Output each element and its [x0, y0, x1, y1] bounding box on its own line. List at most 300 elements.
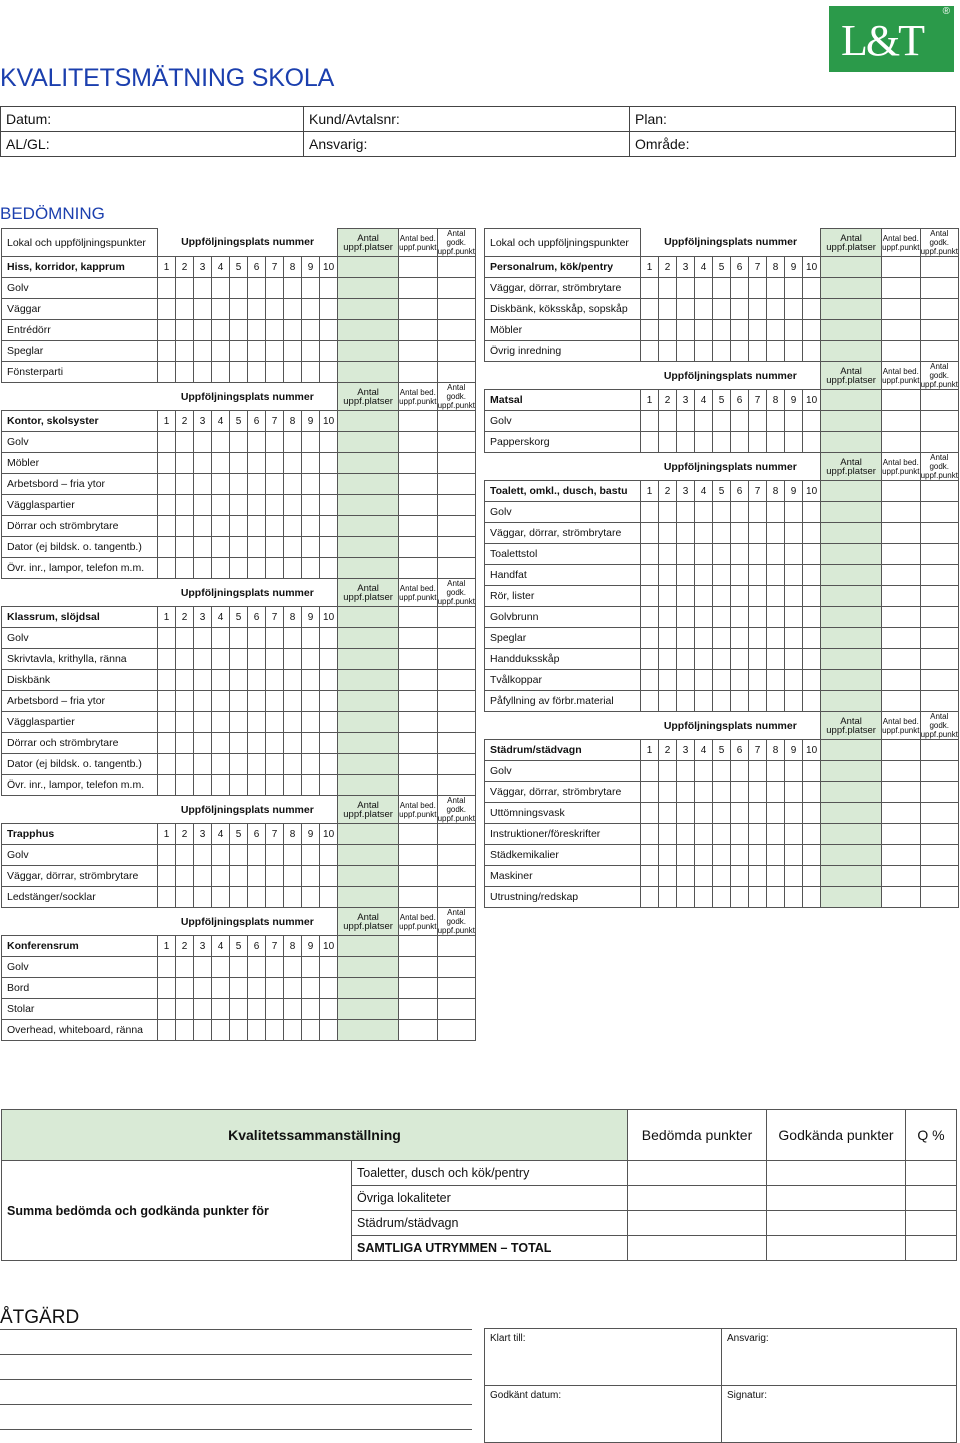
check-cell[interactable] [320, 712, 338, 733]
antal-cell[interactable] [821, 341, 882, 362]
sum-cell[interactable] [628, 1186, 767, 1211]
check-cell[interactable] [677, 691, 695, 712]
check-cell[interactable] [785, 691, 803, 712]
antal-cell[interactable] [338, 775, 399, 796]
check-cell[interactable] [284, 299, 302, 320]
check-cell[interactable] [194, 474, 212, 495]
godk-cell[interactable] [920, 586, 959, 607]
check-cell[interactable] [302, 1020, 320, 1041]
check-cell[interactable] [659, 761, 677, 782]
check-cell[interactable] [767, 649, 785, 670]
bed-cell[interactable] [882, 299, 920, 320]
check-cell[interactable] [659, 565, 677, 586]
check-cell[interactable] [212, 558, 230, 579]
check-cell[interactable] [248, 691, 266, 712]
godkant-datum-field[interactable]: Godkänt datum: [485, 1386, 722, 1443]
bed-cell[interactable] [399, 432, 437, 453]
check-cell[interactable] [158, 712, 176, 733]
check-cell[interactable] [695, 845, 713, 866]
check-cell[interactable] [749, 628, 767, 649]
godk-cell[interactable] [437, 649, 476, 670]
check-cell[interactable] [677, 544, 695, 565]
check-cell[interactable] [803, 502, 821, 523]
check-cell[interactable] [230, 537, 248, 558]
antal-cell[interactable] [338, 936, 399, 957]
godk-cell[interactable] [437, 733, 476, 754]
check-cell[interactable] [731, 866, 749, 887]
check-cell[interactable] [302, 341, 320, 362]
check-cell[interactable] [641, 299, 659, 320]
check-cell[interactable] [677, 670, 695, 691]
check-cell[interactable] [212, 432, 230, 453]
check-cell[interactable] [749, 649, 767, 670]
bed-cell[interactable] [882, 565, 920, 586]
bed-cell[interactable] [399, 320, 437, 341]
check-cell[interactable] [677, 432, 695, 453]
godk-cell[interactable] [920, 782, 959, 803]
check-cell[interactable] [695, 544, 713, 565]
bed-cell[interactable] [399, 866, 437, 887]
check-cell[interactable] [302, 278, 320, 299]
check-cell[interactable] [230, 432, 248, 453]
godk-cell[interactable] [920, 320, 959, 341]
bed-cell[interactable] [399, 754, 437, 775]
godk-cell[interactable] [437, 411, 476, 432]
check-cell[interactable] [194, 516, 212, 537]
check-cell[interactable] [320, 691, 338, 712]
check-cell[interactable] [284, 474, 302, 495]
check-cell[interactable] [266, 649, 284, 670]
antal-cell[interactable] [821, 782, 882, 803]
bed-cell[interactable] [882, 502, 920, 523]
godk-cell[interactable] [920, 649, 959, 670]
check-cell[interactable] [320, 957, 338, 978]
bed-cell[interactable] [399, 1020, 437, 1041]
bed-cell[interactable] [399, 299, 437, 320]
check-cell[interactable] [302, 495, 320, 516]
check-cell[interactable] [212, 712, 230, 733]
check-cell[interactable] [212, 691, 230, 712]
check-cell[interactable] [641, 887, 659, 908]
antal-cell[interactable] [821, 691, 882, 712]
check-cell[interactable] [749, 803, 767, 824]
check-cell[interactable] [731, 432, 749, 453]
godk-cell[interactable] [437, 775, 476, 796]
check-cell[interactable] [176, 670, 194, 691]
check-cell[interactable] [266, 775, 284, 796]
check-cell[interactable] [677, 411, 695, 432]
check-cell[interactable] [713, 565, 731, 586]
bed-cell[interactable] [882, 607, 920, 628]
godk-cell[interactable] [437, 845, 476, 866]
godk-cell[interactable] [920, 481, 959, 502]
bed-cell[interactable] [882, 845, 920, 866]
check-cell[interactable] [266, 957, 284, 978]
check-cell[interactable] [677, 586, 695, 607]
antal-cell[interactable] [338, 978, 399, 999]
check-cell[interactable] [695, 320, 713, 341]
check-cell[interactable] [230, 775, 248, 796]
check-cell[interactable] [176, 887, 194, 908]
check-cell[interactable] [677, 866, 695, 887]
check-cell[interactable] [695, 278, 713, 299]
antal-cell[interactable] [338, 866, 399, 887]
check-cell[interactable] [266, 278, 284, 299]
check-cell[interactable] [785, 320, 803, 341]
check-cell[interactable] [659, 803, 677, 824]
bed-cell[interactable] [399, 537, 437, 558]
bed-cell[interactable] [399, 474, 437, 495]
check-cell[interactable] [641, 866, 659, 887]
check-cell[interactable] [194, 432, 212, 453]
godk-cell[interactable] [437, 341, 476, 362]
check-cell[interactable] [713, 761, 731, 782]
sum-cell[interactable] [767, 1211, 906, 1236]
check-cell[interactable] [158, 754, 176, 775]
check-cell[interactable] [659, 299, 677, 320]
check-cell[interactable] [302, 537, 320, 558]
bed-cell[interactable] [399, 936, 437, 957]
godk-cell[interactable] [437, 453, 476, 474]
bed-cell[interactable] [882, 544, 920, 565]
check-cell[interactable] [266, 754, 284, 775]
check-cell[interactable] [248, 845, 266, 866]
bed-cell[interactable] [882, 523, 920, 544]
check-cell[interactable] [212, 362, 230, 383]
antal-cell[interactable] [821, 299, 882, 320]
antal-cell[interactable] [821, 278, 882, 299]
check-cell[interactable] [785, 278, 803, 299]
check-cell[interactable] [176, 845, 194, 866]
check-cell[interactable] [641, 432, 659, 453]
check-cell[interactable] [248, 537, 266, 558]
check-cell[interactable] [176, 516, 194, 537]
bed-cell[interactable] [399, 278, 437, 299]
check-cell[interactable] [695, 565, 713, 586]
check-cell[interactable] [176, 628, 194, 649]
antal-cell[interactable] [338, 278, 399, 299]
check-cell[interactable] [302, 999, 320, 1020]
check-cell[interactable] [194, 628, 212, 649]
godk-cell[interactable] [920, 628, 959, 649]
check-cell[interactable] [158, 278, 176, 299]
check-cell[interactable] [713, 649, 731, 670]
check-cell[interactable] [158, 516, 176, 537]
check-cell[interactable] [266, 474, 284, 495]
check-cell[interactable] [785, 824, 803, 845]
check-cell[interactable] [194, 999, 212, 1020]
antal-cell[interactable] [821, 390, 882, 411]
check-cell[interactable] [320, 845, 338, 866]
check-cell[interactable] [320, 320, 338, 341]
check-cell[interactable] [194, 320, 212, 341]
bed-cell[interactable] [399, 516, 437, 537]
check-cell[interactable] [284, 999, 302, 1020]
check-cell[interactable] [803, 341, 821, 362]
check-cell[interactable] [713, 887, 731, 908]
check-cell[interactable] [230, 978, 248, 999]
godk-cell[interactable] [920, 544, 959, 565]
check-cell[interactable] [302, 866, 320, 887]
check-cell[interactable] [194, 537, 212, 558]
check-cell[interactable] [785, 544, 803, 565]
check-cell[interactable] [284, 670, 302, 691]
check-cell[interactable] [731, 523, 749, 544]
check-cell[interactable] [302, 320, 320, 341]
klart-till-field[interactable]: Klart till: [485, 1329, 722, 1386]
check-cell[interactable] [695, 803, 713, 824]
check-cell[interactable] [248, 495, 266, 516]
check-cell[interactable] [713, 411, 731, 432]
check-cell[interactable] [230, 558, 248, 579]
godk-cell[interactable] [920, 502, 959, 523]
check-cell[interactable] [785, 299, 803, 320]
check-cell[interactable] [158, 474, 176, 495]
check-cell[interactable] [713, 432, 731, 453]
check-cell[interactable] [248, 362, 266, 383]
check-cell[interactable] [320, 628, 338, 649]
check-cell[interactable] [320, 999, 338, 1020]
antal-cell[interactable] [821, 887, 882, 908]
bed-cell[interactable] [882, 481, 920, 502]
atgard-line[interactable] [0, 1404, 472, 1405]
algl-field[interactable]: AL/GL: [1, 132, 304, 157]
check-cell[interactable] [212, 453, 230, 474]
check-cell[interactable] [659, 502, 677, 523]
bed-cell[interactable] [882, 887, 920, 908]
sum-cell[interactable] [767, 1236, 906, 1261]
godk-cell[interactable] [920, 866, 959, 887]
check-cell[interactable] [194, 754, 212, 775]
antal-cell[interactable] [338, 320, 399, 341]
check-cell[interactable] [266, 670, 284, 691]
check-cell[interactable] [713, 299, 731, 320]
check-cell[interactable] [266, 432, 284, 453]
antal-cell[interactable] [338, 733, 399, 754]
check-cell[interactable] [194, 1020, 212, 1041]
check-cell[interactable] [695, 761, 713, 782]
check-cell[interactable] [158, 432, 176, 453]
bed-cell[interactable] [399, 341, 437, 362]
check-cell[interactable] [176, 432, 194, 453]
check-cell[interactable] [302, 432, 320, 453]
bed-cell[interactable] [882, 320, 920, 341]
check-cell[interactable] [749, 866, 767, 887]
check-cell[interactable] [731, 782, 749, 803]
check-cell[interactable] [641, 586, 659, 607]
check-cell[interactable] [194, 341, 212, 362]
antal-cell[interactable] [338, 257, 399, 278]
check-cell[interactable] [695, 607, 713, 628]
sum-cell[interactable] [767, 1161, 906, 1186]
check-cell[interactable] [158, 670, 176, 691]
check-cell[interactable] [212, 474, 230, 495]
check-cell[interactable] [767, 299, 785, 320]
antal-cell[interactable] [821, 502, 882, 523]
check-cell[interactable] [677, 761, 695, 782]
bed-cell[interactable] [399, 649, 437, 670]
check-cell[interactable] [641, 320, 659, 341]
check-cell[interactable] [158, 558, 176, 579]
check-cell[interactable] [677, 523, 695, 544]
check-cell[interactable] [803, 670, 821, 691]
godk-cell[interactable] [920, 845, 959, 866]
antal-cell[interactable] [338, 845, 399, 866]
check-cell[interactable] [767, 586, 785, 607]
antal-cell[interactable] [821, 628, 882, 649]
check-cell[interactable] [266, 628, 284, 649]
check-cell[interactable] [212, 733, 230, 754]
antal-cell[interactable] [821, 320, 882, 341]
check-cell[interactable] [284, 432, 302, 453]
check-cell[interactable] [803, 432, 821, 453]
check-cell[interactable] [176, 649, 194, 670]
check-cell[interactable] [266, 691, 284, 712]
atgard-line[interactable] [0, 1429, 472, 1430]
check-cell[interactable] [749, 887, 767, 908]
godk-cell[interactable] [437, 558, 476, 579]
check-cell[interactable] [302, 845, 320, 866]
check-cell[interactable] [212, 754, 230, 775]
check-cell[interactable] [659, 544, 677, 565]
check-cell[interactable] [695, 299, 713, 320]
check-cell[interactable] [677, 299, 695, 320]
check-cell[interactable] [659, 432, 677, 453]
antal-cell[interactable] [338, 453, 399, 474]
check-cell[interactable] [659, 649, 677, 670]
check-cell[interactable] [803, 887, 821, 908]
godk-cell[interactable] [920, 341, 959, 362]
bed-cell[interactable] [399, 733, 437, 754]
check-cell[interactable] [302, 670, 320, 691]
check-cell[interactable] [731, 299, 749, 320]
check-cell[interactable] [731, 887, 749, 908]
check-cell[interactable] [302, 775, 320, 796]
check-cell[interactable] [302, 362, 320, 383]
bed-cell[interactable] [399, 607, 437, 628]
antal-cell[interactable] [338, 432, 399, 453]
check-cell[interactable] [695, 628, 713, 649]
godk-cell[interactable] [920, 411, 959, 432]
check-cell[interactable] [767, 411, 785, 432]
check-cell[interactable] [731, 341, 749, 362]
check-cell[interactable] [731, 278, 749, 299]
bed-cell[interactable] [399, 495, 437, 516]
check-cell[interactable] [230, 278, 248, 299]
check-cell[interactable] [785, 607, 803, 628]
godk-cell[interactable] [437, 866, 476, 887]
check-cell[interactable] [248, 978, 266, 999]
antal-cell[interactable] [821, 586, 882, 607]
check-cell[interactable] [320, 537, 338, 558]
check-cell[interactable] [677, 607, 695, 628]
antal-cell[interactable] [821, 803, 882, 824]
check-cell[interactable] [713, 607, 731, 628]
check-cell[interactable] [284, 453, 302, 474]
check-cell[interactable] [230, 1020, 248, 1041]
check-cell[interactable] [176, 299, 194, 320]
check-cell[interactable] [641, 691, 659, 712]
bed-cell[interactable] [399, 775, 437, 796]
antal-cell[interactable] [821, 481, 882, 502]
check-cell[interactable] [284, 978, 302, 999]
check-cell[interactable] [212, 537, 230, 558]
check-cell[interactable] [248, 320, 266, 341]
check-cell[interactable] [767, 628, 785, 649]
check-cell[interactable] [248, 628, 266, 649]
check-cell[interactable] [212, 278, 230, 299]
godk-cell[interactable] [437, 320, 476, 341]
check-cell[interactable] [641, 502, 659, 523]
check-cell[interactable] [230, 474, 248, 495]
bed-cell[interactable] [882, 761, 920, 782]
check-cell[interactable] [194, 649, 212, 670]
bed-cell[interactable] [399, 712, 437, 733]
check-cell[interactable] [731, 544, 749, 565]
bed-cell[interactable] [882, 586, 920, 607]
bed-cell[interactable] [399, 845, 437, 866]
antal-cell[interactable] [821, 523, 882, 544]
check-cell[interactable] [284, 649, 302, 670]
check-cell[interactable] [302, 649, 320, 670]
check-cell[interactable] [713, 866, 731, 887]
check-cell[interactable] [158, 866, 176, 887]
antal-cell[interactable] [821, 411, 882, 432]
check-cell[interactable] [248, 558, 266, 579]
check-cell[interactable] [302, 712, 320, 733]
antal-cell[interactable] [821, 866, 882, 887]
godk-cell[interactable] [920, 278, 959, 299]
check-cell[interactable] [695, 782, 713, 803]
antal-cell[interactable] [338, 649, 399, 670]
antal-cell[interactable] [821, 432, 882, 453]
godk-cell[interactable] [437, 824, 476, 845]
check-cell[interactable] [212, 299, 230, 320]
check-cell[interactable] [659, 887, 677, 908]
check-cell[interactable] [731, 628, 749, 649]
check-cell[interactable] [230, 957, 248, 978]
check-cell[interactable] [266, 866, 284, 887]
check-cell[interactable] [731, 649, 749, 670]
check-cell[interactable] [713, 320, 731, 341]
check-cell[interactable] [158, 453, 176, 474]
check-cell[interactable] [284, 537, 302, 558]
check-cell[interactable] [248, 474, 266, 495]
check-cell[interactable] [302, 516, 320, 537]
check-cell[interactable] [695, 866, 713, 887]
check-cell[interactable] [248, 733, 266, 754]
check-cell[interactable] [713, 586, 731, 607]
check-cell[interactable] [302, 978, 320, 999]
check-cell[interactable] [749, 411, 767, 432]
bed-cell[interactable] [882, 341, 920, 362]
check-cell[interactable] [194, 887, 212, 908]
check-cell[interactable] [785, 782, 803, 803]
check-cell[interactable] [803, 761, 821, 782]
bed-cell[interactable] [882, 432, 920, 453]
check-cell[interactable] [749, 544, 767, 565]
check-cell[interactable] [641, 845, 659, 866]
check-cell[interactable] [176, 712, 194, 733]
check-cell[interactable] [158, 1020, 176, 1041]
check-cell[interactable] [641, 782, 659, 803]
check-cell[interactable] [194, 691, 212, 712]
check-cell[interactable] [749, 845, 767, 866]
check-cell[interactable] [659, 845, 677, 866]
check-cell[interactable] [284, 845, 302, 866]
check-cell[interactable] [803, 649, 821, 670]
check-cell[interactable] [176, 558, 194, 579]
